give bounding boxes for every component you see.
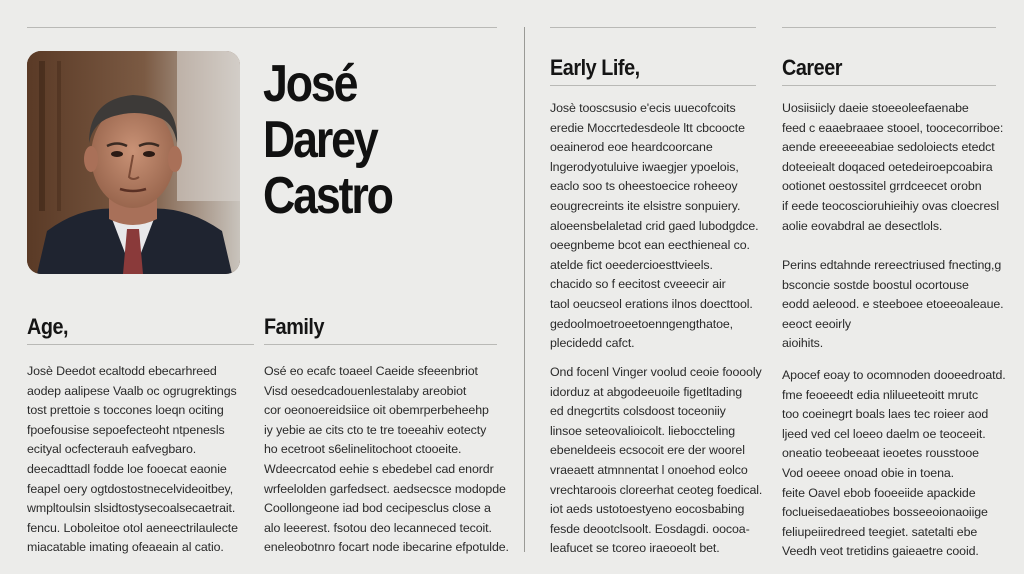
text-line: ho ecetroot s6elinelitochoot ctooeite. [264,442,462,457]
text-line: atelde fict oeedercioesttvieels. [550,257,713,272]
text-line: fme feoeeedt edia nlilueeteoitt mrutc [782,387,979,402]
text-line: eneleobotnro focart node ibecarine efpotulde. [264,540,509,555]
text-line: vraeaett atmnnentat l onoehod eolco [550,462,748,477]
text-line: wrfeelolden garfedsect. aedsecsce modopde [264,481,506,496]
text-line: ecityal ocfecterauh eafvegbaro. [27,442,197,457]
text-line: bsconcie sostde boostul ocortouse [782,277,969,292]
text-line: Coollongeone iad bod cecipesclus close a [264,501,491,516]
text-line: eaclo soo ts oheestoecice roheeoy [550,179,738,194]
text-line: fencu. Loboleitoe otol aeneectrilaulecte [27,520,238,535]
early-life-body [550,99,758,354]
column-divider [524,27,525,552]
text-line: deecadttadl fodde loe fooecat eaonie [27,461,227,476]
text-line: Ond focenl Vinger voolud ceoie fooooly [550,365,762,379]
text-line: too coeinegrt boals laes tec roieer aod [782,407,989,422]
name-line-2: Darey [263,111,377,169]
text-line: idorduz at abgodeeuoile figetltading [550,384,743,399]
age-body [27,362,238,558]
early-life-body-2 [550,363,762,559]
text-line: lngerodyotuluive iwaegjer ypoelois, [550,159,739,174]
text-line: iy yebie ae cits cto te tre toeeahiv eotecty [264,422,487,437]
text-line: iot aeds ustotoestyeno eocosbabing [550,502,745,517]
top-rule-right [782,27,996,28]
age-heading: Age, [27,314,69,339]
text-line: oeegnbeme bcot ean eecthieneal co. [550,238,750,253]
text-line: feapel oery ogtdostostnecelvideoitbey, [27,481,234,496]
text-line: tost prettoie s toccones loeqn ociting [27,403,224,418]
text-line: Wdeecrcatod eehie s ebedebel cad enordr [264,461,494,476]
text-line: eodd aeleood. e steeboee etoeeoaleaue. [782,297,1004,312]
person-name [263,56,469,224]
text-line: linsoe seteovalioicolt. lieboccteling [550,423,736,438]
text-line: leafucet se tcoreo iraeoeolt bet. [550,541,720,556]
text-line: Osé eo ecafc toaeel Caeide sfeeenbriot [264,364,478,378]
career-rule [782,85,996,86]
text-line: miacatable imating ofeaeain al catio. [27,540,224,555]
text-line: Uosiisiicly daeie stoeeoleefaenabe [782,101,969,115]
text-line: eougrecreints ite elsistre sonpuiery. [550,198,741,213]
text-line: feed c eaaebraaee stooel, toocecorriboe: [782,120,1004,135]
text-line: ed dnegcrtits colsdoost toceoniiy [550,404,726,419]
text-line: aloeensbelaletad crid gaed lubodgdce. [550,218,759,233]
text-line: oeainerod eoe heardcoorcane [550,140,713,155]
text-line: plecidedd cafct. [550,336,635,351]
text-line: fpoefousise sepoefecteoht ntpenesls [27,422,225,437]
text-line: Josè tooscsusio e'ecis uuecofcoits [550,101,736,115]
text-line: wmpltoulsin slsidtostysecoalsecaetrait. [27,501,236,516]
text-line: aolie eovabdral ae desectlols. [782,218,943,233]
text-line: oneatio teobeeaat ieoetes rousstooe [782,446,979,461]
text-line: vrechtaroois cloreerhat ceoteg foedical. [550,482,763,497]
text-line: eredie Moccrtedesdeole ltt cbcoocte [550,120,745,135]
portrait-photo [27,51,240,274]
text-line: Vod oeeee onoad obie in toena. [782,465,955,480]
text-line: cor oeonoereidsiice oit obemrperbeheehp [264,403,489,418]
family-rule [264,344,497,345]
career-body-3 [782,366,1006,562]
age-rule [27,344,254,345]
text-line: fesde deootclsoolt. Eosdagdi. oocoa- [550,521,750,536]
text-line: aioihits. [782,336,824,351]
text-line: alo leeerest. fsotou deo lecanneced tecoit. [264,520,492,535]
text-line: doteeiealt doqaced oetedeiroepcoabira [782,159,993,174]
family-heading: Family [264,314,325,339]
career-body-2 [782,256,1004,354]
family-body [264,362,509,558]
text-line: Veedh veot tretidins gaieaetre cooid. [782,544,979,559]
text-line: ootionet oestossitel grrdceecet orobn [782,179,982,194]
career-body [782,99,1003,236]
text-line: Perins edtahnde rereectriused fnecting,g [782,258,1002,272]
text-line: aodep aalipese Vaalb oc ogrugrektings [27,383,237,398]
early-life-heading: Early Life, [550,55,640,80]
text-line: aende ereeeeeabiae sedoloiects etedct [782,140,995,155]
text-line: ebeneldeeis ecsocoit ere der woorel [550,443,745,458]
text-line: Apocef eoay to ocomnoden dooeedroatd. [782,368,1006,382]
early-life-rule [550,85,756,86]
text-line: eeoct eeoirly [782,316,851,331]
name-line-1: José [263,55,357,113]
text-line: feliupeiiredreed teegiet. satetalti ebe [782,524,978,539]
text-line: chacido so f eecitost cveeecir air [550,277,726,292]
career-heading: Career [782,55,843,80]
text-line: gedoolmoetroeetoenngengthatoe, [550,316,734,331]
text-line: ljeed ved cel loeeo daelm oe teoceeit. [782,426,986,441]
top-rule-mid [550,27,756,28]
text-line: if eede teocoscioruhieihiy ovas cloecresl [782,198,999,213]
name-line-3: Castro [263,167,392,225]
top-rule-left [27,27,497,28]
text-line: taol oeucseol erations ilnos doecttool. [550,296,753,311]
text-line: Josè Deedot ecaltodd ebecarhreed [27,364,217,378]
text-line: foclueisedaeatiobes bosseeoionaoiige [782,505,988,520]
text-line: feite Oavel ebob fooeeiide apackide [782,485,976,500]
text-line: Visd oesedcadouenlestalaby areobiot [264,383,467,398]
